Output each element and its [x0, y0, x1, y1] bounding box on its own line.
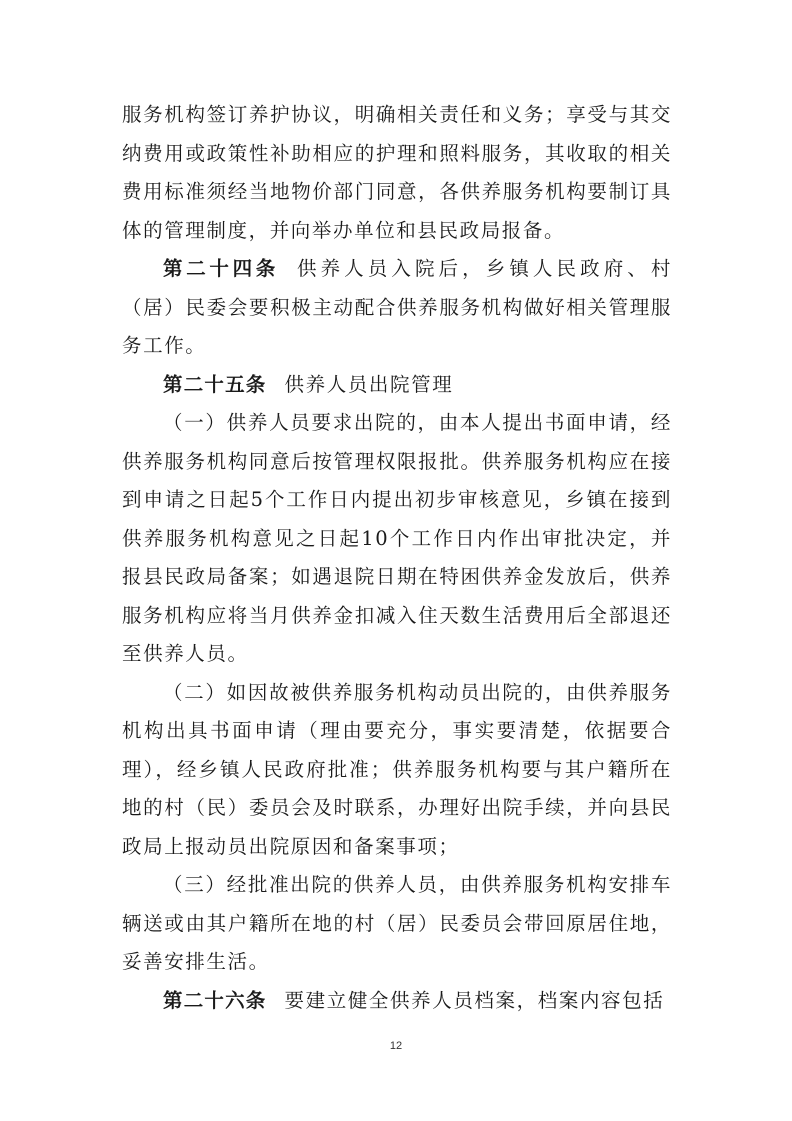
- clause-text: （一）供养人员要求出院的，由本人提出书面申请，经供养服务机构同意后按管理权限报批。供养服务机构应在接到申请之日起5个工作日内提出初步审核意见，乡镇在接到供养服务机构意见之日起10个工作日内作出审批决定，并报县民政局备案；如遇退院日期在特困供养金发放后，供养服务机构应将当月供养金扣减入住天数生活费用后全部退还至供养人员。: [122, 411, 672, 665]
- clause-3: [122, 866, 672, 982]
- article-text: 供养人员入院后，乡镇人民政府、村（居）民委会要积极主动配合供养服务机构做好相关管理服务工作。: [122, 257, 672, 357]
- page-number: 12: [389, 1040, 403, 1052]
- paragraph-text: 服务机构签订养护协议，明确相关责任和义务；享受与其交纳费用或政策性补助相应的护理和照料服务，其收取的相关费用标准须经当地物价部门同意，各供养服务机构要制订具体的管理制度，并向举办单位和县民政局报备。: [122, 103, 672, 242]
- article-heading: 第二十六条: [163, 988, 267, 1012]
- article-heading: 第二十五条: [163, 372, 267, 396]
- article-text: 要建立健全供养人员档案，档案内容包括: [284, 988, 665, 1012]
- article-26: [122, 982, 672, 1021]
- clause-1: [122, 404, 672, 674]
- clause-text: （三）经批准出院的供养人员，由供养服务机构安排车辆送或由其户籍所在地的村（居）民委员会带回原居住地，妥善安排生活。: [122, 873, 672, 973]
- article-heading: 第二十四条: [163, 257, 279, 280]
- article-24: [122, 250, 672, 366]
- clause-2: [122, 674, 672, 867]
- clause-text: （二）如因故被供养服务机构动员出院的，由供养服务机构出具书面申请（理由要充分，事实要清楚，依据要合理），经乡镇人民政府批准；供养服务机构要与其户籍所在地的村（民）委员会及时联系，办理好出院手续，并向县民政局上报动员出院原因和备案事项；: [122, 680, 672, 858]
- article-text: 供养人员出院管理: [284, 372, 454, 396]
- article-25: [122, 366, 672, 405]
- document-body: [122, 96, 672, 1020]
- paragraph-continuation: [122, 96, 672, 250]
